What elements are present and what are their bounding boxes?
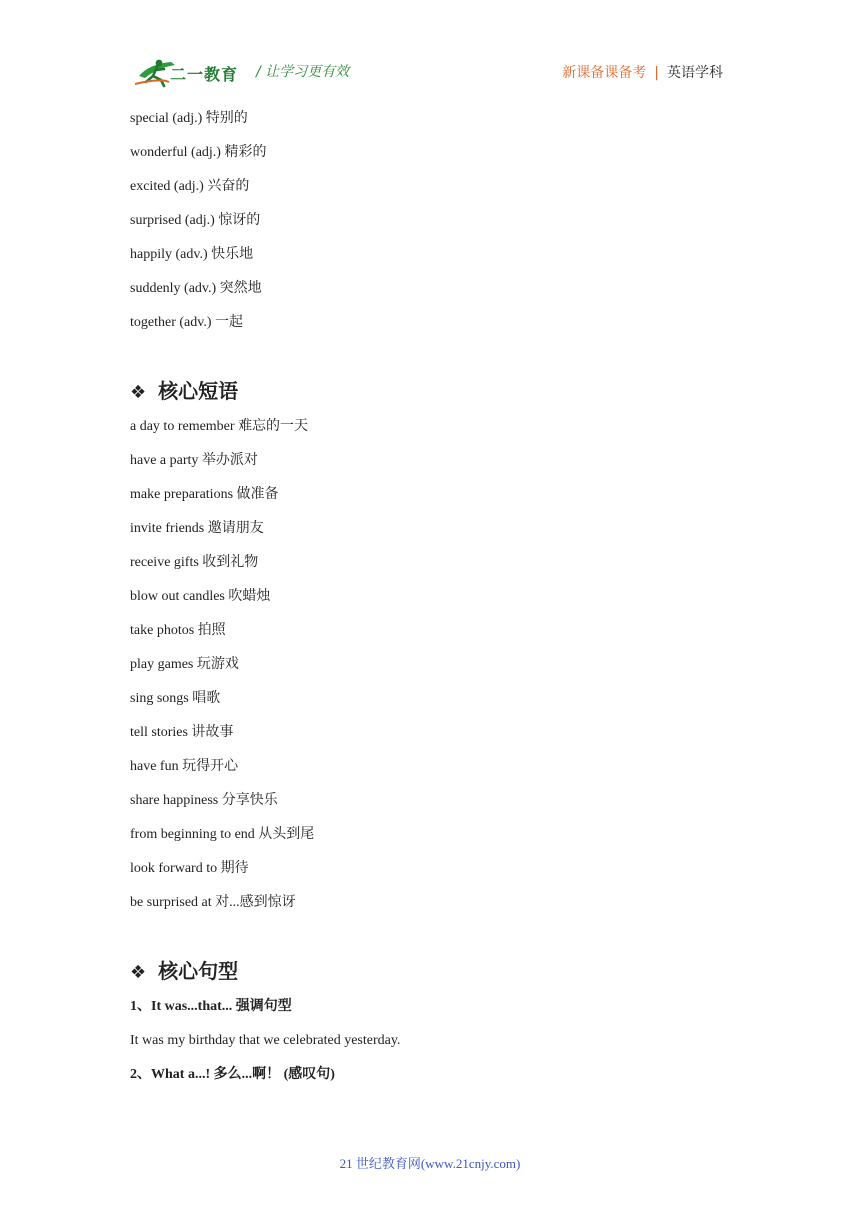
phrase-item: receive gifts 收到礼物 bbox=[130, 555, 259, 570]
header-brand: 新课备课备考 bbox=[562, 65, 647, 81]
logo-text: 二一教育 bbox=[170, 65, 239, 84]
sentence-pattern-title: 1、It was...that... 强调句型 bbox=[130, 999, 292, 1014]
diamond-bullet-icon: ❖ bbox=[130, 382, 147, 403]
phrase-item: sing songs 唱歌 bbox=[130, 691, 221, 706]
header-subject: 英语学科 bbox=[667, 65, 723, 81]
section-title-sentences bbox=[130, 956, 730, 986]
diamond-bullet-icon: ❖ bbox=[130, 962, 147, 983]
sentence-example: It was my birthday that we celebrated yesterday. bbox=[130, 1033, 401, 1048]
phrase-item: have fun 玩得开心 bbox=[130, 759, 239, 774]
phrase-item: tell stories 讲故事 bbox=[130, 725, 234, 740]
page-footer: 21 世纪教育网(www.21cnjy.com) bbox=[339, 1156, 521, 1171]
header-separator: | bbox=[654, 65, 659, 81]
document-body bbox=[130, 108, 730, 1098]
sentence-list bbox=[130, 996, 730, 1086]
phrase-item: a day to remember 难忘的一天 bbox=[130, 419, 309, 434]
vocab-item: excited (adj.) 兴奋的 bbox=[130, 179, 250, 194]
vocab-item: surprised (adj.) 惊讶的 bbox=[130, 213, 261, 228]
sentence-pattern-title: 2、What a...! 多么...啊！ (感叹句) bbox=[130, 1067, 335, 1082]
vocab-item: together (adv.) 一起 bbox=[130, 315, 243, 330]
phrase-item: share happiness 分享快乐 bbox=[130, 793, 278, 808]
section-title-phrases bbox=[130, 376, 730, 406]
section-title-text: 核心短语 bbox=[158, 379, 239, 403]
phrase-item: invite friends 邀请朋友 bbox=[130, 521, 264, 536]
phrase-list bbox=[130, 416, 730, 914]
vocab-item: wonderful (adj.) 精彩的 bbox=[130, 145, 267, 160]
section-title-text: 核心句型 bbox=[158, 959, 239, 983]
page-header bbox=[0, 0, 860, 100]
phrase-item: take photos 拍照 bbox=[130, 623, 226, 638]
header-slogan: / 让学习更有效 bbox=[256, 64, 350, 80]
phrase-item: make preparations 做准备 bbox=[130, 487, 279, 502]
phrase-item: from beginning to end 从头到尾 bbox=[130, 827, 315, 842]
phrase-item: look forward to 期待 bbox=[130, 861, 249, 876]
phrase-item: have a party 举办派对 bbox=[130, 453, 258, 468]
vocab-list bbox=[130, 108, 730, 334]
vocab-item: special (adj.) 特别的 bbox=[130, 111, 248, 126]
phrase-item: play games 玩游戏 bbox=[130, 657, 239, 672]
vocab-item: suddenly (adv.) 突然地 bbox=[130, 281, 262, 296]
phrase-item: blow out candles 吹蜡烛 bbox=[130, 589, 271, 604]
phrase-item: be surprised at 对...感到惊讶 bbox=[130, 895, 296, 910]
vocab-item: happily (adv.) 快乐地 bbox=[130, 247, 254, 262]
header-right bbox=[562, 62, 723, 82]
